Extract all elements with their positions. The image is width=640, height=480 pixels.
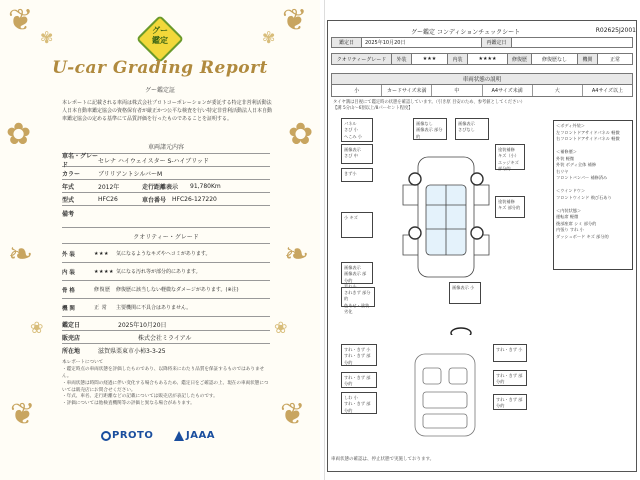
damage-box: 画像表示 小 — [449, 282, 481, 304]
grade-label: 骨 格 — [62, 287, 75, 294]
year-value: 2012年 — [98, 183, 120, 191]
damage-box: しわ 小 すれ・きず 部分的 — [341, 392, 377, 414]
grade-text: 気になる汚れ等が部分的にあります。 — [116, 269, 201, 275]
certificate-notes: 本レポートについて ・鑑定時点の車両状態を評価したものであり、以降将来にわたり品質を保証するものではありません。 ・車両状態は時間の経過に伴い変化する場合もあるため、鑑定日をご確認の上、現在の車両状態については販売店にお問合せください。 ・年式、車名、走行距離などの記載については販売店が表記したものです。 ・評価については他検査機関等の評価と異なる場合があります。 — [62, 360, 269, 407]
ornament-bottom-left-icon: ❦ — [10, 397, 36, 432]
damage-box: 小 キズ — [341, 212, 373, 238]
reinspection-label: 再鑑定日 — [482, 38, 512, 47]
damage-box: 塗装補修 キズ（小） エッジキズ 部分的 — [495, 144, 525, 170]
grade-text: 気になるようなキズやヘコミがあります。 — [116, 251, 211, 257]
ribbon-top-icon: ✾ — [40, 28, 54, 47]
inspection-date-label: 鑑定日 — [62, 321, 81, 329]
engine-value: 正常 — [609, 56, 620, 63]
proto-logo: PROTO — [112, 430, 154, 441]
grade-row-engine — [62, 299, 270, 317]
model-value: セレナ ハイウェイスター S-ハイブリッド — [98, 157, 209, 165]
model-label: 車名・グレード — [62, 153, 99, 169]
repair-label: 修復歴 — [508, 54, 532, 64]
size-small: 小 — [332, 85, 382, 96]
address-row — [62, 344, 270, 357]
damage-box: すれ・きず 部分的 — [493, 370, 527, 386]
size-legend-row — [331, 85, 633, 97]
type-value: HFC26 — [98, 195, 118, 203]
type-row — [62, 193, 270, 206]
grade-row-exterior — [62, 245, 270, 263]
car-interior-diagram — [405, 350, 485, 440]
color-label: カラー — [62, 170, 81, 178]
certificate-intro: 本レポートに記載される車両は株式会社プロトコーポレーションが委託する特定非営利活動法人日本自動車鑑定協会の資格保有者が厳正かつ公平な検査を行い特定非営利活動法人日本自動車鑑定協会の定める基準にて品質評価を行ったものであることを証明する。 — [62, 100, 273, 122]
color-value: ブリリアントシルバーM — [98, 170, 163, 178]
address-value: 滋賀県栗東市小柿3-3-25 — [98, 348, 166, 355]
chassis-label: 車台番号 — [142, 196, 167, 204]
year-label: 年式 — [62, 183, 75, 191]
engine-label: 機関 — [578, 54, 598, 64]
flourish-icon: ❀ — [274, 318, 288, 337]
shop-label: 販売店 — [62, 334, 81, 342]
grade-label: 機 関 — [62, 305, 75, 312]
certificate-title: U-car Grading Report — [52, 58, 268, 78]
grade-row-frame — [62, 281, 270, 299]
inspection-date-value: 2025年10月20日 — [118, 321, 167, 329]
badge-label: グー 鑑定 — [152, 26, 168, 45]
exterior-stars: ★★★ — [412, 54, 448, 64]
jaaa-logo: JAAA — [186, 430, 215, 441]
steering-wheel-icon — [451, 328, 471, 335]
ornament-top-left-icon: ❦ — [8, 3, 34, 38]
size-large-desc: A4サイズ以上 — [591, 88, 624, 94]
color-row — [62, 167, 270, 180]
grade-stars: ★★★ — [94, 250, 109, 257]
chassis-value: HFC26-127220 — [172, 195, 217, 203]
remarks-row — [62, 206, 270, 228]
damage-box: 画像表示 さびなし — [455, 118, 489, 140]
grade-text: 主要機関に不具合はありません。 — [116, 305, 192, 311]
jaaa-logo-icon — [174, 431, 184, 441]
model-row — [62, 154, 270, 167]
grade-text: 修復歴に該当しない軽微なダメージがあります。(※注) — [116, 287, 239, 293]
sheet-id: R02625J2001 — [595, 27, 636, 34]
year-row — [62, 180, 270, 193]
quality-table — [331, 53, 633, 65]
size-large: 大 — [533, 85, 583, 96]
type-label: 型式 — [62, 196, 75, 204]
damage-box: すれ・きず 部分的 — [493, 394, 527, 410]
sheet-title: グー鑑定 コンディションチェックシート — [411, 29, 521, 36]
damage-box: されきず 部分的 色あせ・塗装劣化 — [341, 287, 375, 307]
damage-box: 塗装補修 キズ 部分的 — [495, 196, 525, 218]
size-medium: 中 — [432, 85, 482, 96]
size-small-desc: カードサイズ未満 — [382, 85, 432, 96]
grade-stars: ★★★★ — [94, 268, 114, 275]
repair-value: 修復歴なし — [532, 54, 578, 64]
ornament-right-mid-icon: ❧ — [284, 237, 310, 272]
car-exterior-diagram — [393, 125, 543, 335]
certificate-subtitle: グー鑑定証 — [144, 87, 175, 94]
quality-grade-heading: クオリティー・グレード — [62, 232, 270, 244]
ornament-bottom-right-icon: ❦ — [280, 397, 306, 432]
mileage-value: 91,780Km — [190, 182, 221, 190]
reinspection-value — [512, 38, 632, 47]
ornament-left-mid-icon: ❧ — [8, 237, 34, 272]
date-table — [331, 37, 633, 48]
damage-box: すれ・きず 小 すれ・きず 部分的 — [341, 344, 377, 366]
damage-box: きず小 — [341, 168, 373, 182]
remarks-label: 備考 — [62, 211, 75, 218]
grade-stars: 修復歴 — [94, 287, 111, 293]
ornament-right-icon: ✿ — [288, 117, 314, 152]
damage-box: 画像なし 画像表示 部分的 — [413, 118, 447, 140]
address-label: 所在地 — [62, 348, 81, 355]
grade-stars: 正 常 — [94, 305, 108, 311]
date-value: 2025年10月20日 — [362, 38, 482, 47]
shop-value: 株式会社ミライアル — [138, 334, 192, 342]
mileage-label: 走行距離表示 — [142, 183, 179, 191]
damage-box: すれ・きず 部分的 — [341, 372, 377, 388]
damage-box: 画像表示 さび 中 — [341, 144, 373, 164]
tire-notice: タイヤ溝は目視にて鑑定時の状態を確認しています。（引き原 目安のため、参考値としてください） 【溝 5分山～6割以上/8パーセント程度】 — [333, 100, 525, 112]
interior-label: 内装 — [448, 54, 468, 64]
grade-label: 外 装 — [62, 251, 75, 258]
grade-row-interior — [62, 263, 270, 281]
proto-logo-icon — [101, 431, 111, 441]
grade-label: 内 装 — [62, 269, 75, 276]
interior-outline — [415, 354, 475, 436]
damage-box: 画像表示 画像表示 部分的 — [341, 262, 373, 284]
inspection-date-row — [62, 318, 270, 331]
footer-note: 車両状態の確認は、停止状態で実施しております。 — [331, 457, 435, 462]
damage-box: パネル さび 小 へこみ 小 — [341, 118, 373, 142]
explanation-heading: 車両状態の説明 — [331, 73, 633, 85]
ornament-top-right-icon: ❦ — [282, 3, 308, 38]
exterior-label: 外装 — [392, 54, 412, 64]
quality-label: クオリティーグレード — [332, 54, 392, 64]
ornament-left-icon: ✿ — [6, 117, 32, 152]
size-medium-desc: A4サイズ未満 — [483, 85, 533, 96]
flourish-icon: ❀ — [30, 318, 44, 337]
basic-info-heading: 車両諸元内容 — [62, 142, 270, 154]
shop-row — [62, 331, 270, 344]
condition-legend: ＜ボディ外装＞ 左フロントドアサイドパネル 軽微 右フロントドアサイドパネル 軽微 ＜補修歴＞ 外装 軽微 外装 ボディ全体 補修 右リヤ フロントバンパー 補修済み ＜ウインドウ＞ フロントウインド 飛び石あり ＜内装状態＞ 運転席 軽微 後部座席 シミ 部分的 内張り すれ 小 ダッシュボード キズ 部分的 — [553, 120, 633, 270]
date-label: 鑑定日 — [332, 38, 362, 47]
ribbon-top-icon: ✾ — [262, 28, 276, 47]
condition-check-sheet — [324, 0, 640, 480]
interior-stars: ★★★★ — [468, 54, 508, 64]
damage-box: すれ・きず 小 — [493, 344, 527, 362]
